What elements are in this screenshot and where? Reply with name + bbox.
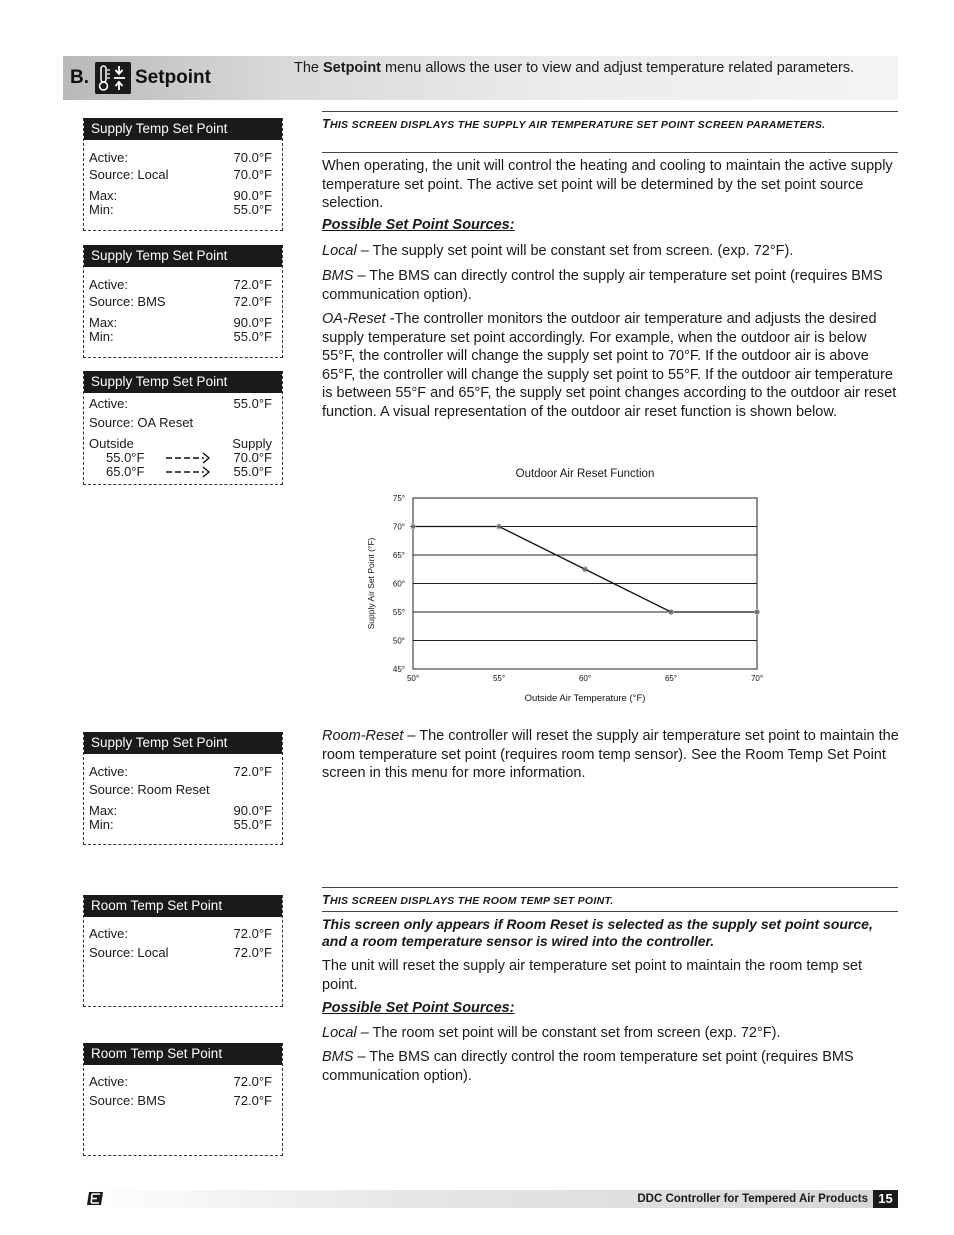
supply-room-reset-desc: Room-Reset – The controller will reset the supply air temperature set point to maintain the room temperature set point (requires room temp sensor). See the Room Temp Set Point screen in this menu for more information. <box>322 728 899 781</box>
x-axis-label: Outside Air Temperature (°F) <box>524 693 646 704</box>
x-tick-label: 50° <box>406 674 420 683</box>
supply-local-desc: Local – The supply set point will be constant set from screen. (exp. 72°F). <box>322 243 794 259</box>
brand-logo-icon <box>86 1191 104 1206</box>
screen-room-bms: Room Temp Set Point Active: 72.0°F Source: BMS 72.0°F <box>83 1043 283 1156</box>
screen-title: Supply Temp Set Point <box>84 371 282 393</box>
x-tick-label: 65° <box>664 674 678 683</box>
screen-room-local: Room Temp Set Point Active: 72.0°F Source: Local 72.0°F <box>83 895 283 1007</box>
supply-oa-reset-desc: OA-Reset -The controller monitors the outdoor air temperature and adjusts the desired supply temperature set point accordingly. For example, when the outdoor air is below 55°F, the controller will change the supply set point to 70°F. If the outdoor air is above 65°F, the controller will change the supply set point to 55°F. If the outdoor air temperature is between 55°F and 65°F, the supply set point changes according to the outdoor air reset function. A visual representation of the outdoor air reset function is shown below. <box>322 311 897 420</box>
y-tick-label: 50° <box>392 636 405 646</box>
screen-supply-local: Supply Temp Set Point Active: 70.0°F Source: Local 70.0°F Max: 90.0°F Min: 55.0°F <box>83 118 283 231</box>
y-tick-label: 75° <box>392 494 405 503</box>
room-screen-heading: THIS SCREEN DISPLAYS THE ROOM TEMP SET POINT. <box>322 892 614 907</box>
x-tick-label: 70° <box>750 674 764 683</box>
supply-bms-desc: BMS – The BMS can directly control the supply air temperature set point (requires BMS communication option). <box>322 268 883 303</box>
room-bms-desc: BMS – The BMS can directly control the room temperature set point (requires BMS communication option). <box>322 1049 854 1084</box>
footer-title: DDC Controller for Tempered Air Products <box>637 1193 868 1205</box>
y-tick-label: 65° <box>392 551 405 560</box>
screen-title: Supply Temp Set Point <box>84 245 282 267</box>
y-axis-label: Supply Air Set Point (°F) <box>366 537 376 630</box>
dashed-arrow-icon <box>166 464 212 480</box>
screen-supply-bms: Supply Temp Set Point Active: 72.0°F Source: BMS 72.0°F Max: 90.0°F Min: 55.0°F <box>83 245 283 358</box>
x-tick-label: 55° <box>492 674 506 683</box>
x-tick-label: 60° <box>578 674 592 683</box>
room-intro: The unit will reset the supply air temperature set point to maintain the room temp set point. <box>322 958 862 993</box>
section-title-text: Setpoint <box>135 67 211 88</box>
page-number: 15 <box>873 1190 898 1208</box>
screen-supply-oa-reset: Supply Temp Set Point Active: 55.0°F Source: OA Reset Outside Supply 55.0°F 70.0°F 65.0°F 55.0°F <box>83 371 283 485</box>
section-letter: B. <box>70 67 89 88</box>
screen-title: Room Temp Set Point <box>84 895 282 917</box>
room-sources-heading: Possible Set Point Sources: <box>322 1000 515 1016</box>
data-point <box>496 524 502 530</box>
room-note: This screen only appears if Room Reset is selected as the supply set point source, and a room temperature sensor is wired into the controller. <box>322 916 873 949</box>
data-point <box>668 609 674 615</box>
room-local-desc: Local – The room set point will be constant set from screen (exp. 72°F). <box>322 1025 781 1041</box>
screen-supply-room-reset: Supply Temp Set Point Active: 72.0°F Source: Room Reset Max: 90.0°F Min: 55.0°F <box>83 732 283 845</box>
rule <box>322 911 898 912</box>
data-point <box>754 609 760 615</box>
rule <box>322 111 898 112</box>
oa-reset-chart <box>360 488 780 710</box>
screen-title: Supply Temp Set Point <box>84 118 282 140</box>
rule <box>322 152 898 153</box>
data-point <box>582 566 588 572</box>
supply-sources-heading: Possible Set Point Sources: <box>322 217 515 233</box>
y-tick-label: 70° <box>392 522 405 532</box>
rule <box>322 887 898 888</box>
section-title <box>70 62 211 94</box>
y-tick-label: 45° <box>392 665 405 674</box>
supply-intro: When operating, the unit will control the heating and cooling to maintain the active supply temperature set point. The active set point will be determined by the set point source selection. <box>322 158 893 211</box>
thermometer-setpoint-icon <box>95 62 131 94</box>
supply-screen-heading: THIS SCREEN DISPLAYS THE SUPPLY AIR TEMPERATURE SET POINT SCREEN PARAMETERS. <box>322 116 826 131</box>
section-description: The Setpoint menu allows the user to view and adjust temperature related parameters. <box>294 60 855 76</box>
data-point <box>410 524 416 530</box>
screen-title: Supply Temp Set Point <box>84 732 282 754</box>
screen-title: Room Temp Set Point <box>84 1043 282 1065</box>
chart-title: Outdoor Air Reset Function <box>515 468 655 480</box>
y-tick-label: 60° <box>392 579 405 589</box>
setpoint-bold: Setpoint <box>323 60 382 76</box>
y-tick-label: 55° <box>392 608 405 617</box>
